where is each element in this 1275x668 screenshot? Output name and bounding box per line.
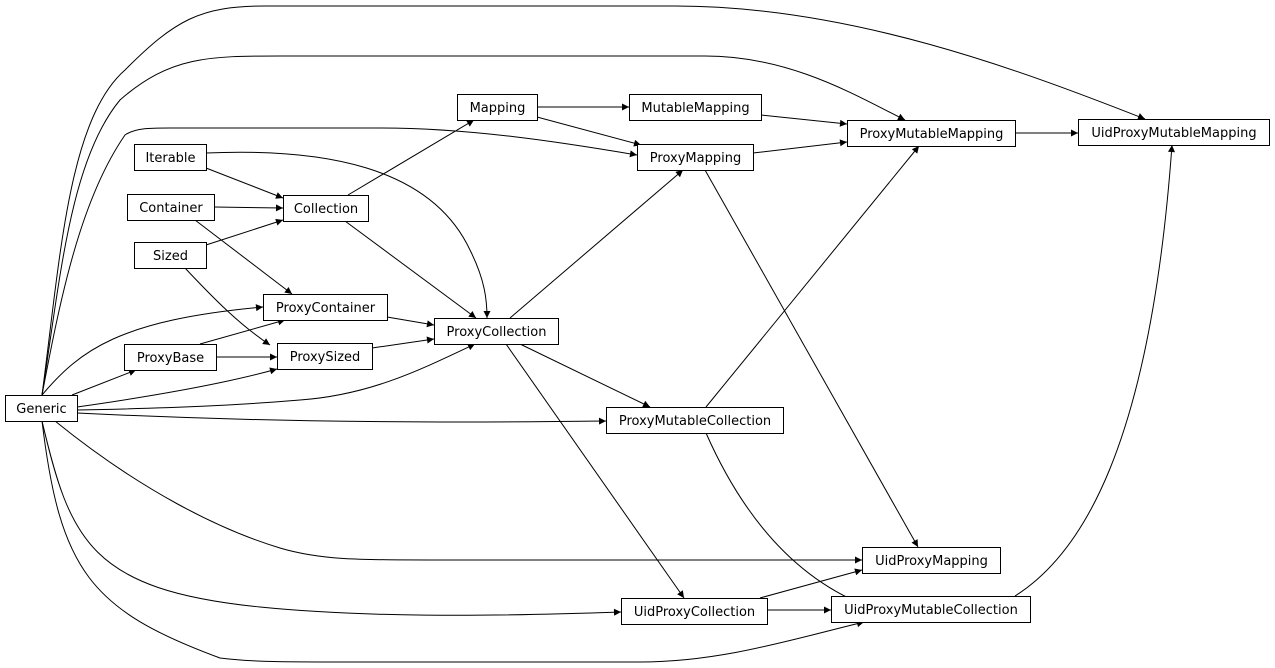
edge-proxycollection-to-proxymapping	[510, 170, 683, 318]
arrow-path	[706, 433, 864, 605]
arrow-path	[761, 115, 847, 124]
arrow-path	[185, 268, 270, 345]
edges-layer	[42, 6, 1172, 662]
node-label: UidProxyMapping	[875, 554, 988, 569]
edge-generic-to-uidproxymutablecollection	[42, 421, 864, 662]
arrow-path	[706, 146, 919, 407]
node-proxycontainer	[264, 295, 388, 321]
node-label: Iterable	[145, 151, 196, 166]
arrow-path	[42, 421, 864, 662]
node-label: ProxyBase	[136, 351, 205, 366]
arrow-path	[206, 152, 487, 318]
arrow-path	[520, 344, 650, 407]
node-iterable	[135, 145, 207, 171]
edge-generic-to-uidproxycollection	[42, 421, 621, 615]
edge-proxymutablecollection-to-proxymutablemapping	[706, 146, 919, 407]
node-label: UidProxyCollection	[633, 605, 756, 620]
edge-proxycontainer-to-proxycollection	[387, 317, 434, 325]
node-label: ProxyMapping	[649, 151, 742, 166]
edge-container-to-collection	[214, 207, 283, 208]
node-uidproxymutablecollection	[832, 597, 1031, 623]
node-uidproxymapping	[863, 548, 1001, 574]
arrow-path	[206, 220, 283, 245]
arrow-path	[537, 117, 641, 145]
node-generic	[6, 396, 78, 422]
arrow-path	[195, 220, 292, 294]
edge-sized-to-collection	[206, 220, 283, 245]
node-label: UidProxyMutableCollection	[844, 603, 1018, 618]
node-label: Generic	[16, 402, 67, 417]
node-label: Collection	[293, 202, 359, 217]
edge-proxymapping-to-proxymutablemapping	[753, 142, 847, 153]
edge-uidproxymutablecollection-to-uidproxymutablemapping	[1015, 145, 1172, 596]
node-proxymutablemapping	[848, 121, 1016, 147]
edge-generic-to-proxysized	[77, 369, 277, 407]
node-proxybase	[125, 345, 217, 371]
node-uidproxycollection	[622, 599, 768, 625]
edge-sized-to-proxysized	[185, 268, 270, 345]
arrow-path	[387, 317, 434, 325]
node-label: ProxyMutableCollection	[618, 414, 772, 429]
arrow-path	[753, 142, 847, 153]
arrow-path	[214, 207, 283, 208]
node-label: UidProxyMutableMapping	[1091, 126, 1257, 141]
arrow-path	[77, 369, 277, 407]
edge-uidproxycollection-to-uidproxymapping	[760, 570, 862, 598]
arrow-path	[760, 570, 862, 598]
arrow-path	[348, 120, 474, 195]
arrow-path	[42, 421, 621, 615]
edge-iterable-to-proxycollection	[206, 152, 487, 318]
edge-proxycollection-to-proxymutablecollection	[520, 344, 650, 407]
node-label: MutableMapping	[641, 101, 750, 116]
node-label: ProxyCollection	[446, 325, 547, 340]
node-mutablemapping	[630, 95, 762, 121]
nodes-layer	[6, 95, 1270, 625]
node-proxycollection	[435, 319, 559, 345]
edge-container-to-proxycontainer	[195, 220, 292, 294]
edge-generic-to-uidproxymapping	[55, 421, 862, 560]
node-label: ProxyMutableMapping	[859, 127, 1004, 142]
node-proxymapping	[638, 145, 754, 171]
edge-generic-to-proxymutablecollection	[77, 413, 606, 422]
edge-proxymutablecollection-to-uidproxymutablecollection	[706, 433, 864, 605]
arrow-path	[200, 320, 285, 344]
edge-proxybase-to-proxycontainer	[200, 320, 285, 344]
arrow-path	[1015, 145, 1172, 596]
arrow-path	[705, 170, 918, 547]
edge-generic-to-proxybase	[72, 370, 136, 395]
node-proxymutablecollection	[607, 408, 784, 434]
node-label: ProxyContainer	[275, 301, 376, 316]
arrow-path	[77, 413, 606, 422]
arrow-path	[372, 339, 434, 348]
arrow-path	[55, 421, 862, 560]
node-label: ProxySized	[289, 350, 361, 365]
node-label: Container	[139, 201, 203, 216]
node-uidproxymutablemapping	[1079, 120, 1270, 146]
node-sized	[135, 243, 207, 269]
node-label: Mapping	[469, 101, 526, 116]
arrow-path	[72, 370, 136, 395]
node-label: Sized	[153, 249, 188, 264]
edge-mutablemapping-to-proxymutablemapping	[761, 115, 847, 124]
node-container	[128, 195, 215, 221]
edge-proxymapping-to-uidproxymapping	[705, 170, 918, 547]
node-mapping	[458, 95, 538, 121]
edge-iterable-to-collection	[206, 168, 283, 198]
node-collection	[284, 196, 369, 222]
arrow-path	[510, 170, 683, 318]
edge-collection-to-mapping	[348, 120, 474, 195]
node-proxysized	[278, 344, 373, 370]
arrow-path	[206, 168, 283, 198]
edge-proxysized-to-proxycollection	[372, 339, 434, 348]
edge-mapping-to-proxymapping	[537, 117, 641, 145]
